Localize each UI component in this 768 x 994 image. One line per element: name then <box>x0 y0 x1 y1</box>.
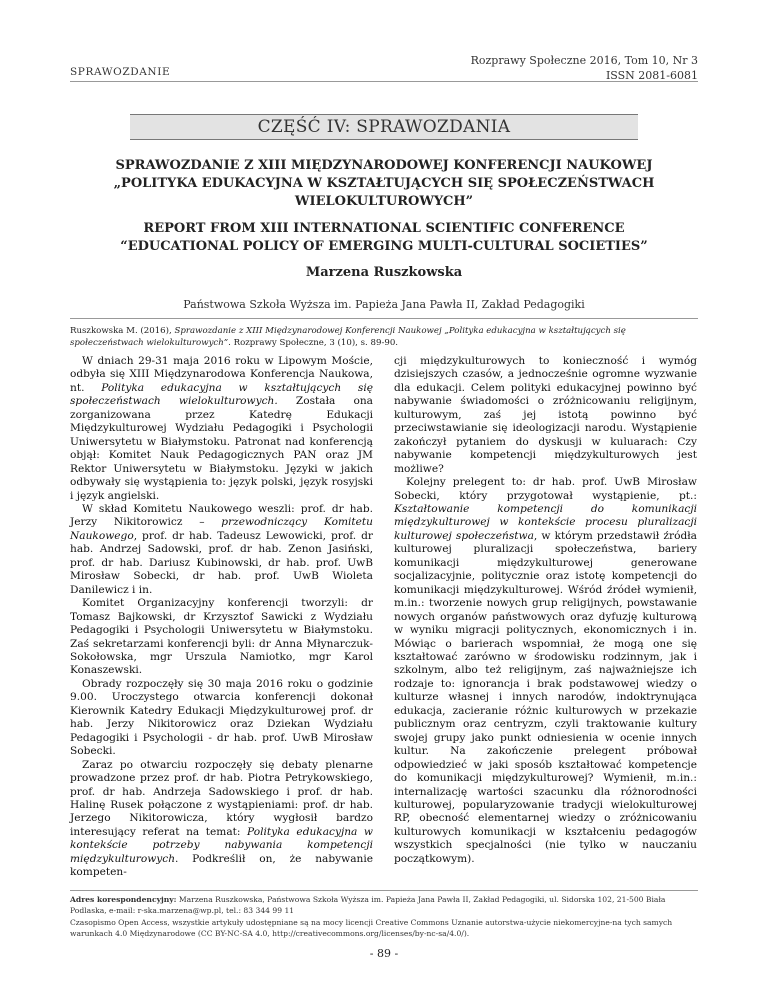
paragraph: Obrady rozpoczęły się 30 maja 2016 roku o godzinie 9.00. Uroczystego otwarcia konferencji dokonał Kierownik Katedry Edukacji Międzykulturowej prof. dr hab. Jerzy Nikitorowicz oraz Dziekan Wydziału Pedagogiki i Psychologii - dr hab. prof. UwB Mirosław Sobecki. <box>70 677 373 758</box>
article-title-english <box>70 220 698 256</box>
running-header-section: SPRAWOZDANIE <box>70 66 171 78</box>
citation <box>70 325 698 349</box>
issn: ISSN 2081-6081 <box>605 69 698 82</box>
affiliation-rule <box>70 318 698 319</box>
paragraph: Zaraz po otwarciu rozpoczęły się debaty plenarne prowadzone przez prof. dr hab. Piotra Petrykowskiego, prof. dr hab. Andrzeja Sadowskiego i prof. dr hab. Halinę Rusek połączone z wystąpieniami: prof. dr hab. Jerzego Nikitorowicza, który wygłosił bardzo interesujący referat na temat: Polityka edukacyjna w kontekście potrzeby nabywania kompetencji międzykulturowych. Podkreślił on, że nabywanie kompeten- <box>70 758 373 879</box>
title-en-line-2: “EDUCATIONAL POLICY OF EMERGING MULTI-CULTURAL SOCIETIES” <box>120 239 648 254</box>
body-column-right <box>394 355 697 866</box>
footer-rule <box>70 890 698 891</box>
body-column-left <box>70 355 373 880</box>
title-en-line-1: REPORT FROM XIII INTERNATIONAL SCIENTIFIC CONFERENCE <box>143 221 625 236</box>
header-rule <box>70 81 698 82</box>
citation-title: Sprawozdanie z XIII Międzynarodowej Konferencji Naukowej „Polityka edukacyjna w kształtujących się społeczeństwach wielokulturowych” <box>70 326 626 348</box>
correspondence-address: Adres korespondencyjny: Marzena Ruszkowska, Państwowa Szkoła Wyższa im. Papieża Jana Pawła II, Zakład Pedagogiki, ul. Sidorska 102, 21-500 Biała Podlaska, e-mail: r-ska.marzena@wp.pl, tel.: 83 344 99 11 <box>70 895 666 915</box>
paragraph: cji międzykulturowych to konieczność i wymóg dzisiejszych czasów, a jednocześnie ogromne wyzwanie dla edukacji. Celem polityki edukacyjnej powinno być nabywanie świadomości o zróżnicowaniu religijnym, kulturowym, zaś jej istotą powinno być przeciwstawianie się ideologizacji narodu. Wystąpienie zakończył pytaniem do dyskusji w kuluarach: Czy nabywanie kompetencji międzykulturowych jest możliwe? <box>394 355 697 475</box>
author-affiliation: Państwowa Szkoła Wyższa im. Papieża Jana Pawła II, Zakład Pedagogiki <box>183 298 585 311</box>
title-pl-line-1: SPRAWOZDANIE Z XIII MIĘDZYNARODOWEJ KONFERENCJI NAUKOWEJ <box>115 158 653 173</box>
citation-prefix: Ruszkowska M. (2016), <box>70 326 175 336</box>
title-pl-line-3: WIELOKULTUROWYCH” <box>294 194 474 209</box>
paragraph: Komitet Organizacyjny konferencji tworzyli: dr Tomasz Bajkowski, dr Krzysztof Sawicki z Wydziału Pedagogiki i Psychologii Uniwersytetu w Białymstoku. Zaś sekretarzami konferencji byli: dr Anna Młynarczuk-Sokołowska, mgr Urszula Namiotko, mgr Karol Konaszewski. <box>70 597 373 677</box>
paragraph: W skład Komitetu Naukowego weszli: prof. dr hab. Jerzy Nikitorowicz – przewodniczący Komitetu Naukowego, prof. dr hab. Tadeusz Lewowicki, prof. dr hab. Andrzej Sadowski, prof. dr hab. Zenon Jasiński, prof. dr hab. Dariusz Kubinowski, dr hab. prof. UwB Mirosław Sobecki, dr hab. prof. UwB Wioleta Danilewicz i in. <box>70 502 373 596</box>
section-title: CZĘŚĆ IV: SPRAWOZDANIA <box>130 114 638 140</box>
page-number: - 89 - <box>369 947 399 960</box>
citation-suffix: . Rozprawy Społeczne, 3 (10), s. 89-90. <box>228 338 399 348</box>
license-note: Czasopismo Open Access, wszystkie artykuły udostępniane są na mocy licencji Creative Commons Uznanie autorstwa-użycie niekomercyjne-na tych samych warunkach 4.0 Międzynarodowe (CC BY-NC-SA 4.0, http://creativecommons.org/licenses/by-nc-sa/4.0/). <box>70 918 673 938</box>
title-pl-line-2: „POLITYKA EDUKACYJNA W KSZTAŁTUJĄCYCH SIĘ SPOŁECZEŃSTWACH <box>113 176 655 191</box>
author-name: Marzena Ruszkowska <box>305 265 463 280</box>
paragraph: Kolejny prelegent to: dr hab. prof. UwB Mirosław Sobecki, który przygotował wystąpienie, pt.: Kształtowanie kompetencji do komunikacji międzykulturowej w kontekście procesu pluralizacji kulturowej społeczeństwa, w którym przedstawił źródła kulturowej pluralizacji społeczeństwa, bariery komunikacji międzykulturowej generowane socjalizacyjnie, politycznie oraz istotę kompetencji do komunikacji międzykulturowej. Wśród źródeł wymienił, m.in.: tworzenie nowych grup religijnych, powstawanie nowych organów państwowych oraz dyfuzję kulturową w wyniku migracji politycznych, ekonomicznych i in. Mówiąc o barierach wspomniał, że mogą one się kształtować zarówno w środowisku rodzinnym, jak i szkolnym, albo też religijnym, zaś najważniejsze ich rodzaje to: ignorancja i brak podstawowej wiedzy o kulturze własnej i innych narodów, indoktrynująca edukacja, zacieranie różnic kulturowych w przekazie publicznym oraz centryzm, czyli traktowanie kultury swojej grupy jako punkt odniesienia w ocenie innych kultur. Na zakończenie prelegent próbował odpowiedzieć w jaki sposób kształtować kompetencje do komunikacji międzykulturowej? Wymienił, m.in.: internalizację wartości szacunku dla różnorodności kulturowej, popularyzowanie tradycji wielokulturowej RP, obecność elementarnej wiedzy o zróżnicowaniu kulturowych komunikacji w kształceniu pedagogów wszystkich specjalności (nie tylko w nauczaniu początkowym). <box>394 476 697 865</box>
running-header-journal <box>471 53 698 83</box>
paragraph: W dniach 29-31 maja 2016 roku w Lipowym Moście, odbyła się XIII Międzynarodowa Konferencja Naukowa, nt. Polityka edukacyjna w kształtujących się społeczeństwach wielokulturowych. Została ona zorganizowana przez Katedrę Edukacji Międzykulturowej Wydziału Pedagogiki i Psychologii Uniwersytetu w Białymstoku. Patronat nad konferencją objął: Komitet Nauk Pedagogicznych PAN oraz JM Rektor Uniwersytetu w Białymstoku. Języki w jakich odbywały się wystąpienia to: język polski, język rosyjski i język angielski. <box>70 355 373 502</box>
article-title-polish <box>70 157 698 211</box>
journal-info: Rozprawy Społeczne 2016, Tom 10, Nr 3 <box>470 54 698 67</box>
